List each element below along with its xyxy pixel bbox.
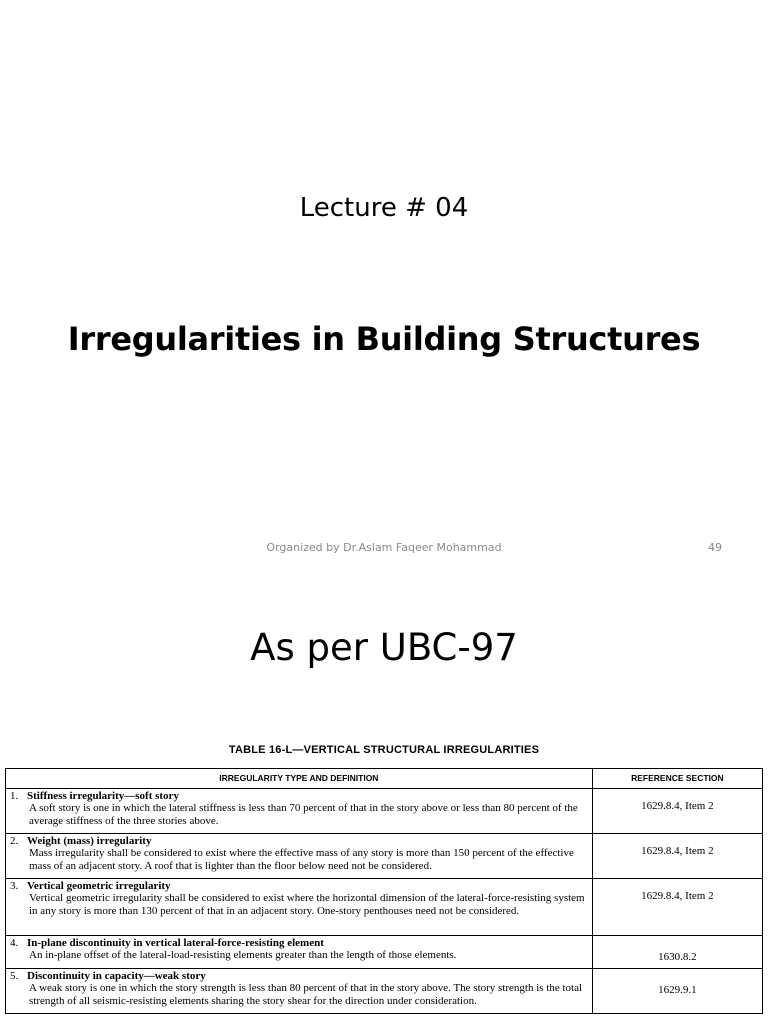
table-row [6,936,763,969]
slide-heading: As per UBC-97 [250,626,518,669]
irregularities-table [5,768,763,1014]
reference-section: 1629.9.1 [658,984,697,996]
irregularity-definition: A soft story is one in which the lateral stiffness is less than 70 percent of that in the story above or less than 80 percent of the average stiffness of the three stories above. [29,802,578,827]
irregularity-definition: An in-plane offset of the lateral-load-resisting elements greater than the length of those elements. [29,949,457,962]
irregularity-type: Weight (mass) irregularity [27,835,152,847]
reference-cell [592,936,762,969]
table-row [6,969,763,1014]
irregularity-definition: A weak story is one in which the story strength is less than 80 percent of that in the story above. The story strength is the total strength of all seismic-resisting elements sharing the story shear for the direction under consideration. [29,982,583,1007]
table-row [6,834,763,879]
table-title: TABLE 16-L—VERTICAL STRUCTURAL IRREGULARITIES [228,744,540,756]
column-header-type: IRREGULARITY TYPE AND DEFINITION [6,769,593,789]
lecture-number: Lecture # 04 [299,193,469,223]
reference-section: 1629.8.4, Item 2 [641,890,714,902]
row-number: 4. [10,937,19,949]
page-number: 49 [708,541,722,554]
type-cell [6,834,593,879]
row-number: 5. [10,970,19,982]
reference-section: 1629.8.4, Item 2 [641,845,714,857]
table-row [6,789,763,834]
table-row [6,879,763,936]
type-cell [6,969,593,1014]
row-number: 3. [10,880,19,892]
table-header-row [6,769,763,789]
irregularity-type: Discontinuity in capacity—weak story [27,970,206,982]
type-cell [6,936,593,969]
reference-cell [592,969,762,1014]
reference-cell [592,879,762,936]
reference-section: 1630.8.2 [658,951,697,963]
reference-cell [592,789,762,834]
reference-cell [592,834,762,879]
row-number: 1. [10,790,19,802]
irregularity-type: In-plane discontinuity in vertical lateral-force-resisting element [27,937,324,949]
content-slide [0,576,768,1024]
type-cell [6,879,593,936]
footer-organizer: Organized by Dr.Aslam Faqeer Mohammad [266,541,502,554]
row-number: 2. [10,835,19,847]
irregularity-definition: Vertical geometric irregularity shall be considered to exist where the horizontal dimension of the lateral-force-resisting system in any story is more than 130 percent of that in an adjacent story. One-story penthouses need not be considered. [29,892,585,917]
irregularity-definition: Mass irregularity shall be considered to exist where the effective mass of any story is more than 150 percent of the effective mass of an adjacent story. A roof that is lighter than the floor below need not be considered. [29,847,574,872]
column-header-reference: REFERENCE SECTION [592,769,762,789]
type-cell [6,789,593,834]
reference-section: 1629.8.4, Item 2 [641,800,714,812]
irregularity-type: Vertical geometric irregularity [27,880,171,892]
slide-title: Irregularities in Building Structures [67,320,701,358]
irregularity-type: Stiffness irregularity—soft story [27,790,179,802]
